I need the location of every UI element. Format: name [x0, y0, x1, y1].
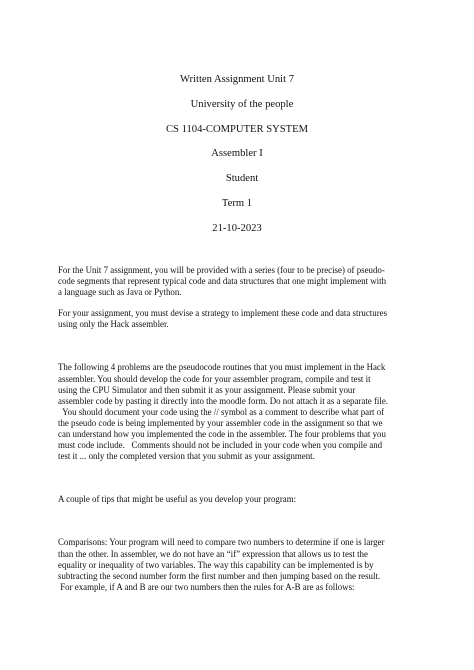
paragraph-tips	[58, 494, 430, 505]
text-line: the pseudo code is being implemented by your assembler code in the assignment so that we	[58, 417, 383, 428]
document-body	[58, 265, 430, 593]
text-line: equality or inequality of two variables. The way this capability can be implemented is by	[58, 559, 374, 570]
text-line: A couple of tips that might be useful as you develop your program:	[58, 494, 297, 505]
text-line: subtracting the second number form the first number and then jumping based on the result.	[58, 570, 381, 581]
text-line: test it ... only the completed version that you submit as your assignment.	[58, 451, 315, 462]
text-line: assembler code by pasting it directly into the moodle form. Do not attach it as a separate file.	[58, 395, 389, 406]
text-line: a language such as Java or Python.	[58, 287, 182, 298]
title-block	[0, 74, 474, 248]
text-line: can understand how you implemented the code in the assembler. The four problems that you	[58, 429, 386, 440]
text-line: Comparisons: Your program will need to compare two numbers to determine if one is larger	[58, 537, 385, 548]
paragraph-strategy	[58, 308, 430, 330]
text-line: assembler. You should develop the code for your assembler program, compile and test it	[58, 373, 371, 384]
text-line: You should document your code using the // symbol as a comment to describe what part of	[58, 406, 385, 417]
text-line: using only the Hack assembler.	[58, 319, 169, 330]
text-line: For your assignment, you must devise a strategy to implement these code and data structures	[58, 308, 388, 319]
date-label: 21-10-2023	[212, 222, 262, 234]
paragraph-problems	[58, 362, 430, 462]
paragraph-comparisons	[58, 537, 430, 592]
assignment-subtitle: Assembler I	[211, 148, 263, 160]
university-name: University of the people	[190, 98, 294, 110]
text-line: The following 4 problems are the pseudocode routines that you must implement in the Hack	[58, 362, 386, 373]
student-label: Student	[225, 173, 259, 185]
paragraph-intro	[58, 265, 430, 298]
term-label: Term 1	[221, 197, 253, 209]
text-line: using the CPU Simulator and then submit it as your assignment. Please submit your	[58, 384, 356, 395]
text-line: than the other. In assembler, we do not have an “if” expression that allows us to test the	[58, 548, 368, 559]
course-name: CS 1104-COMPUTER SYSTEM	[165, 123, 309, 135]
text-line: must code include. Comments should not be included in your code when you compile and	[58, 440, 383, 451]
text-line: For example, if A and B are our two numbers then the rules for A-B are as follows:	[58, 581, 355, 592]
text-line: code segments that represent typical code and data structures that one might implement with	[58, 276, 387, 287]
assignment-title: Written Assignment Unit 7	[179, 74, 295, 85]
text-line: For the Unit 7 assignment, you will be provided with a series (four to be precise) of pseudo-	[58, 265, 385, 275]
